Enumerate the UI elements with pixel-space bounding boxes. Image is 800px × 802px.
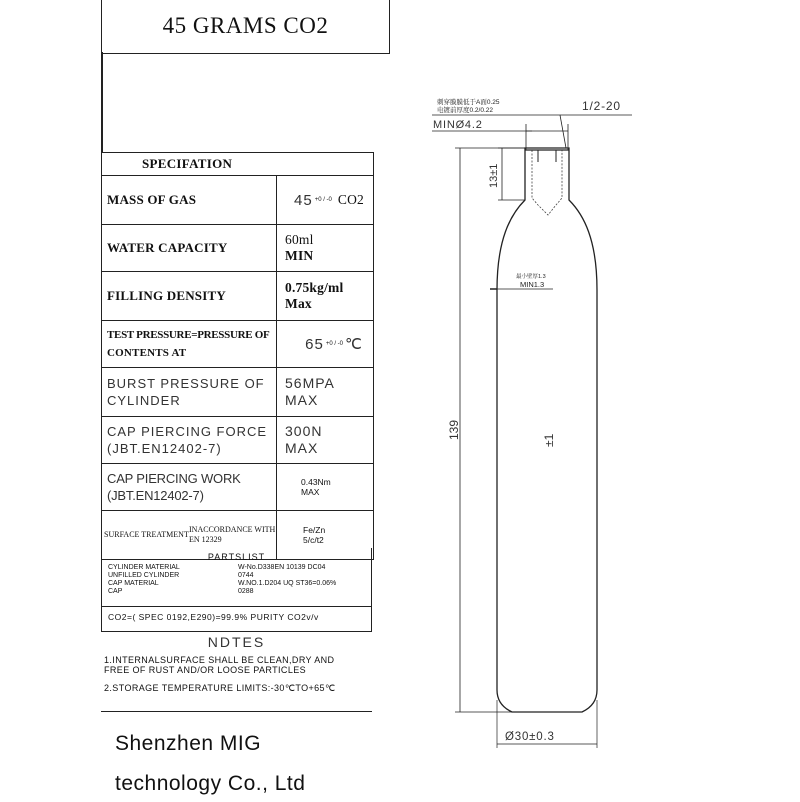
spec-value-note: +0 / -0: [314, 197, 332, 203]
neck-dimension: 13±1: [488, 163, 500, 188]
spec-label-sub: (JBT.EN12402-7): [107, 488, 204, 503]
spec-label-sub: INACCORDANCE WITH: [189, 525, 276, 534]
spec-value: 65: [305, 335, 324, 353]
parts-item: CAP: [108, 588, 123, 595]
spec-value: 45: [294, 191, 313, 209]
spec-label: MASS OF GAS: [102, 176, 277, 224]
spec-label: CAP PIERCING WORK: [107, 471, 241, 486]
spec-value-sub: MAX: [301, 487, 320, 497]
spec-unit: CO2: [337, 192, 364, 207]
annotation-cn-1: 刺穿膜膜低于A面0.25: [437, 99, 500, 106]
spec-header: SPECIFATION: [102, 153, 373, 176]
spec-label-sub: CONTENTS AT: [107, 347, 187, 359]
wall-min-label: MIN1.3: [520, 280, 545, 289]
spec-unit: ℃: [345, 335, 363, 353]
spec-label: FILLING DENSITY: [102, 272, 277, 320]
spec-value-sub: MAX: [285, 392, 319, 408]
spec-label: TEST PRESSURE=PRESSURE OF: [107, 329, 270, 341]
parts-purity: CO2=( SPEC 0192,E290)=99.9% PURITY CO2v/v: [108, 612, 319, 622]
thread-label: 1/2-20: [582, 99, 621, 113]
spec-value: 0.75kg/ml: [285, 280, 344, 295]
annotation-cn-2: 电镀前厚度0.2/0.22: [437, 107, 493, 114]
spec-label: SURFACE TREATMENT: [104, 530, 189, 539]
spec-value: Fe/Zn: [303, 525, 326, 535]
length-tolerance: ±1: [542, 433, 556, 447]
spec-label: BURST PRESSURE OF: [107, 376, 265, 391]
min-hole-label: MINØ4.2: [433, 119, 483, 131]
spec-label-sub: CYLINDER: [107, 393, 181, 408]
note-2: 2.STORAGE TEMPERATURE LIMITS:-30℃TO+65℃: [104, 683, 336, 693]
company-name-line-2: technology Co., Ltd: [115, 772, 306, 795]
spec-value-sub: MAX: [285, 440, 319, 456]
spec-value-sub: MIN: [285, 248, 314, 263]
spec-value-sub: 5/c/t2: [303, 535, 324, 545]
parts-value: 0744: [238, 572, 254, 579]
spec-label-sub: (JBT.EN12402-7): [107, 441, 222, 456]
leader-line: [560, 115, 566, 148]
parts-item: CYLINDER MATERIAL: [108, 564, 180, 571]
notes-header: NDTES: [207, 634, 266, 650]
parts-header: PARTSLIST: [207, 552, 266, 562]
parts-item: UNFILLED CYLINDER: [108, 572, 180, 579]
cylinder-inner-neck: [532, 150, 562, 215]
cylinder-outline: [497, 148, 597, 712]
company-name-line-1: Shenzhen MIG: [115, 732, 262, 755]
parts-item: CAP MATERIAL: [108, 580, 159, 587]
parts-value: 0288: [238, 588, 254, 595]
spec-label: WATER CAPACITY: [102, 225, 277, 271]
spec-value: 60ml: [285, 232, 314, 247]
spec-value: 0.43Nm: [301, 477, 331, 487]
length-dimension: 139: [447, 419, 461, 440]
note-1-line-2: FREE OF RUST AND/OR LOOSE PARTICLES: [104, 665, 307, 675]
parts-value: W.NO.1.D204 UQ ST36=0.06%: [238, 580, 337, 587]
spec-value-sub: Max: [285, 296, 312, 311]
parts-value: W-No.D338EN 10139 DC04: [238, 564, 326, 571]
note-1-line-1: 1.INTERNALSURFACE SHALL BE CLEAN,DRY AND: [104, 655, 335, 665]
diameter-dimension: Ø30±0.3: [505, 731, 555, 743]
spec-value: 300N: [285, 423, 323, 439]
drawing-title: 45 GRAMS CO2: [101, 0, 390, 54]
spec-label-sub2: EN 12329: [189, 535, 222, 544]
spec-value-note: +0 / -0: [325, 341, 343, 347]
spec-value: 56MPA: [285, 375, 335, 391]
wall-annotation-cn: 最小壁厚1.3: [516, 274, 546, 280]
spec-label: CAP PIERCING FORCE: [107, 424, 268, 439]
